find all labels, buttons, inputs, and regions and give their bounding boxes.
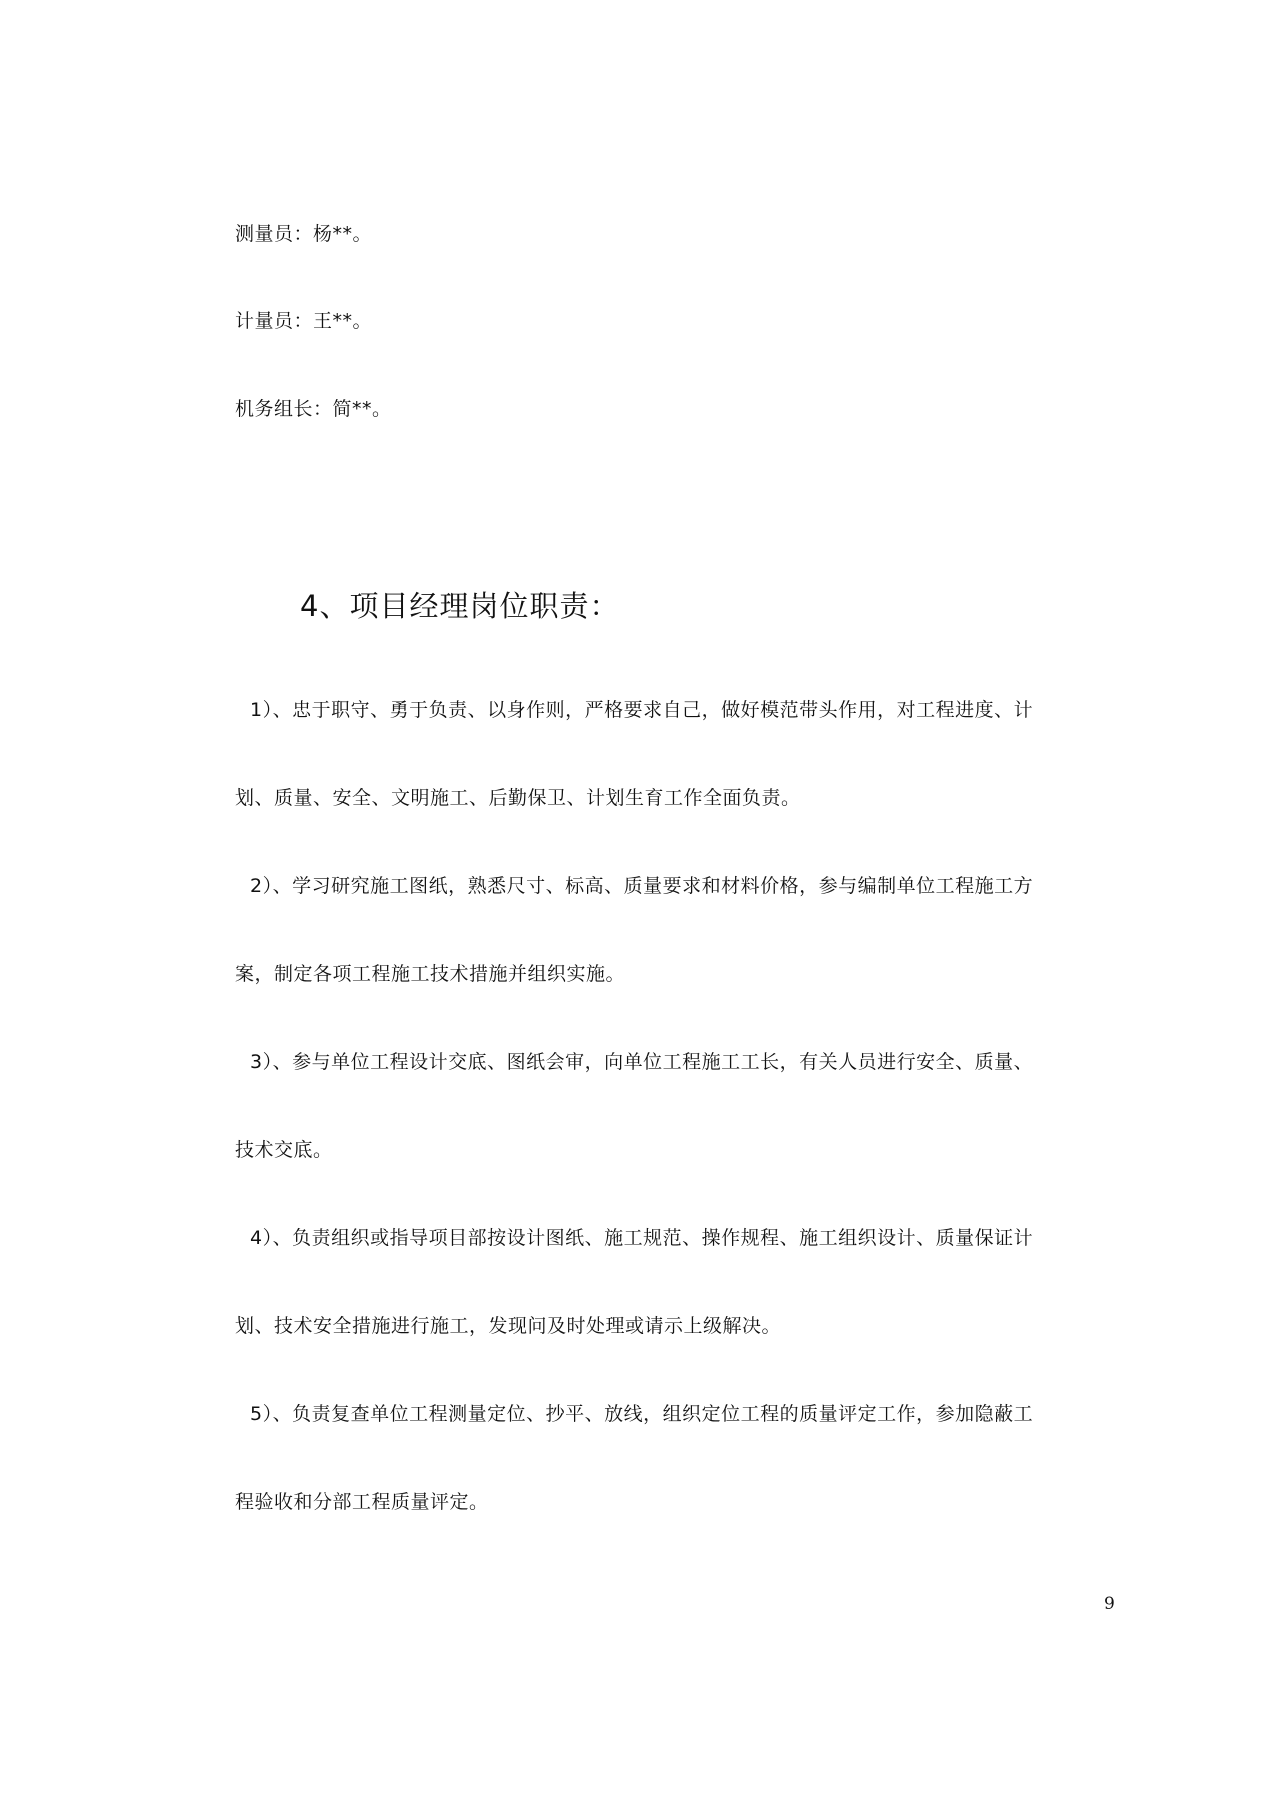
- staff-line-meter-officer: 计量员：王**。: [235, 310, 373, 332]
- duty-2-line-2: 案，制定各项工程施工技术措施并组织实施。: [235, 963, 626, 985]
- duty-2-line-1: 2）、学习研究施工图纸，熟悉尺寸、标高、质量要求和材料价格，参与编制单位工程施工方: [250, 875, 1034, 897]
- duty-3-line-1: 3）、参与单位工程设计交底、图纸会审，向单位工程施工工长，有关人员进行安全、质量、: [250, 1051, 1034, 1073]
- duty-5-line-2: 程验收和分部工程质量评定。: [235, 1491, 489, 1513]
- duty-3-line-2: 技术交底。: [235, 1139, 333, 1161]
- page-number: 9: [1104, 1594, 1115, 1614]
- duty-1-line-2: 划、质量、安全、文明施工、后勤保卫、计划生育工作全面负责。: [235, 787, 801, 809]
- staff-line-surveyor: 测量员：杨**。: [235, 223, 373, 245]
- duty-5-line-1: 5）、负责复查单位工程测量定位、抄平、放线，组织定位工程的质量评定工作，参加隐蔽工: [250, 1403, 1034, 1425]
- duty-4-line-1: 4）、负责组织或指导项目部按设计图纸、施工规范、操作规程、施工组织设计、质量保证计: [250, 1227, 1034, 1249]
- duty-4-line-2: 划、技术安全措施进行施工，发现问及时处理或请示上级解决。: [235, 1315, 782, 1337]
- duty-1-line-1: 1）、忠于职守、勇于负责、以身作则，严格要求自己，做好模范带头作用，对工程进度、计: [250, 699, 1034, 721]
- staff-line-machinery-leader: 机务组长：简**。: [235, 398, 392, 420]
- section-heading: 4、项目经理岗位职责：: [300, 589, 620, 623]
